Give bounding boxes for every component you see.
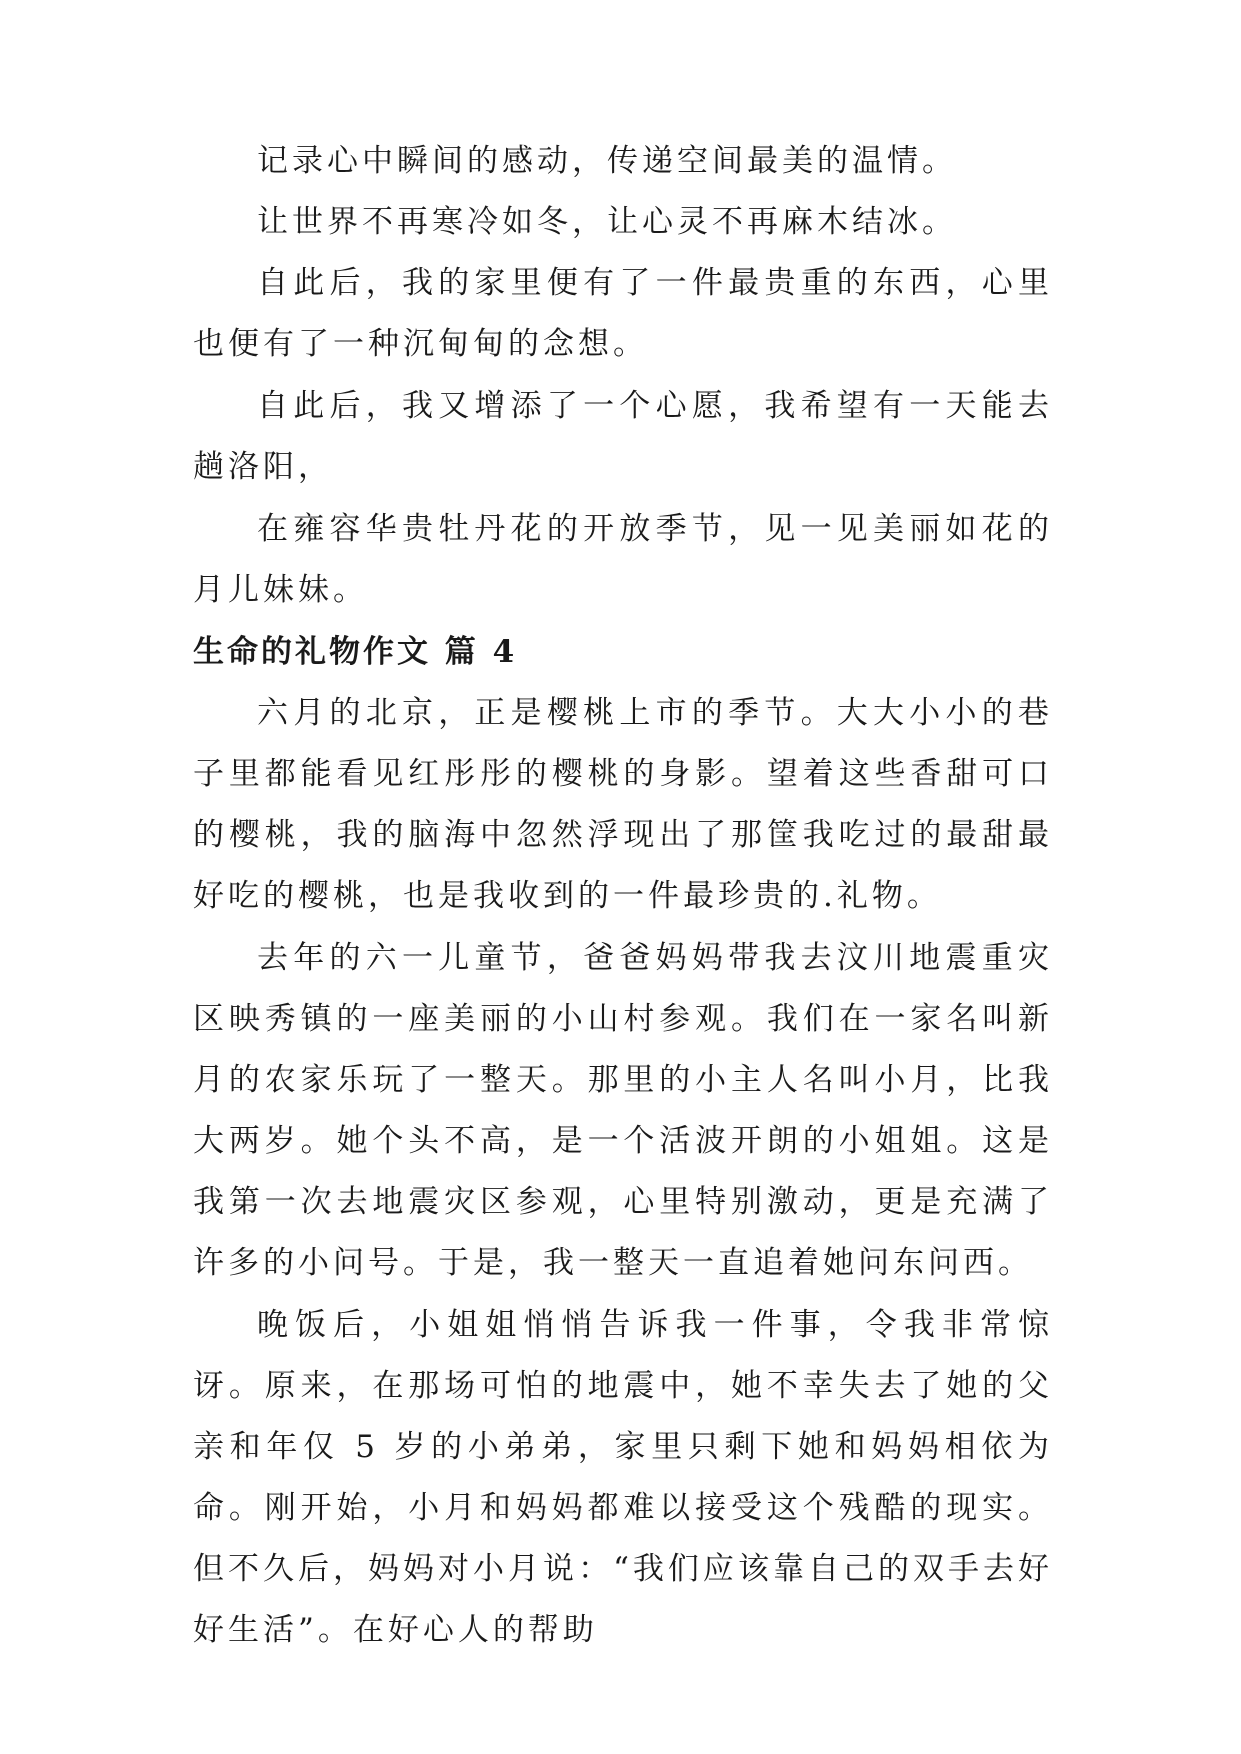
- paragraph-1: 记录心中瞬间的感动，传递空间最美的温情。: [257, 143, 957, 179]
- paragraph-6: 六月的北京，正是樱桃上市的季节。大大小小的巷子里都能看见红彤彤的樱桃的身影。望着这些香甜可口的樱桃，我的脑海中忽然浮现出了那筐我吃过的最甜最好吃的樱桃，也是我收到的一件最珍贵的.礼物。: [193, 695, 1053, 914]
- section-heading: 生命的礼物作文 篇 4: [193, 634, 518, 670]
- paragraph-4: 自此后，我又增添了一个心愿，我希望有一天能去趟洛阳，: [193, 388, 1053, 485]
- paragraph-5: 在雍容华贵牡丹花的开放季节，见一见美丽如花的月儿妹妹。: [193, 511, 1053, 608]
- paragraph-7: 去年的六一儿童节，爸爸妈妈带我去汶川地震重灾区映秀镇的一座美丽的小山村参观。我们在一家名叫新月的农家乐玩了一整天。那里的小主人名叫小月，比我大两岁。她个头不高，是一个活波开朗的小姐姐。这是我第一次去地震灾区参观，心里特别激动，更是充满了许多的小问号。于是，我一整天一直追着她问东问西。: [193, 940, 1053, 1281]
- paragraph-2: 让世界不再寒冷如冬，让心灵不再麻木结冰。: [257, 204, 957, 240]
- paragraph-8: 晚饭后，小姐姐悄悄告诉我一件事，令我非常惊讶。原来，在那场可怕的地震中，她不幸失去了她的父亲和年仅 5 岁的小弟弟，家里只剩下她和妈妈相依为命。刚开始，小月和妈妈都难以接受这个残酷的现实。但不久后，妈妈对小月说：“我们应该靠自己的双手去好好生活”。在好心人的帮助: [193, 1307, 1053, 1648]
- paragraph-3: 自此后，我的家里便有了一件最贵重的东西，心里也便有了一种沉甸甸的念想。: [193, 265, 1053, 362]
